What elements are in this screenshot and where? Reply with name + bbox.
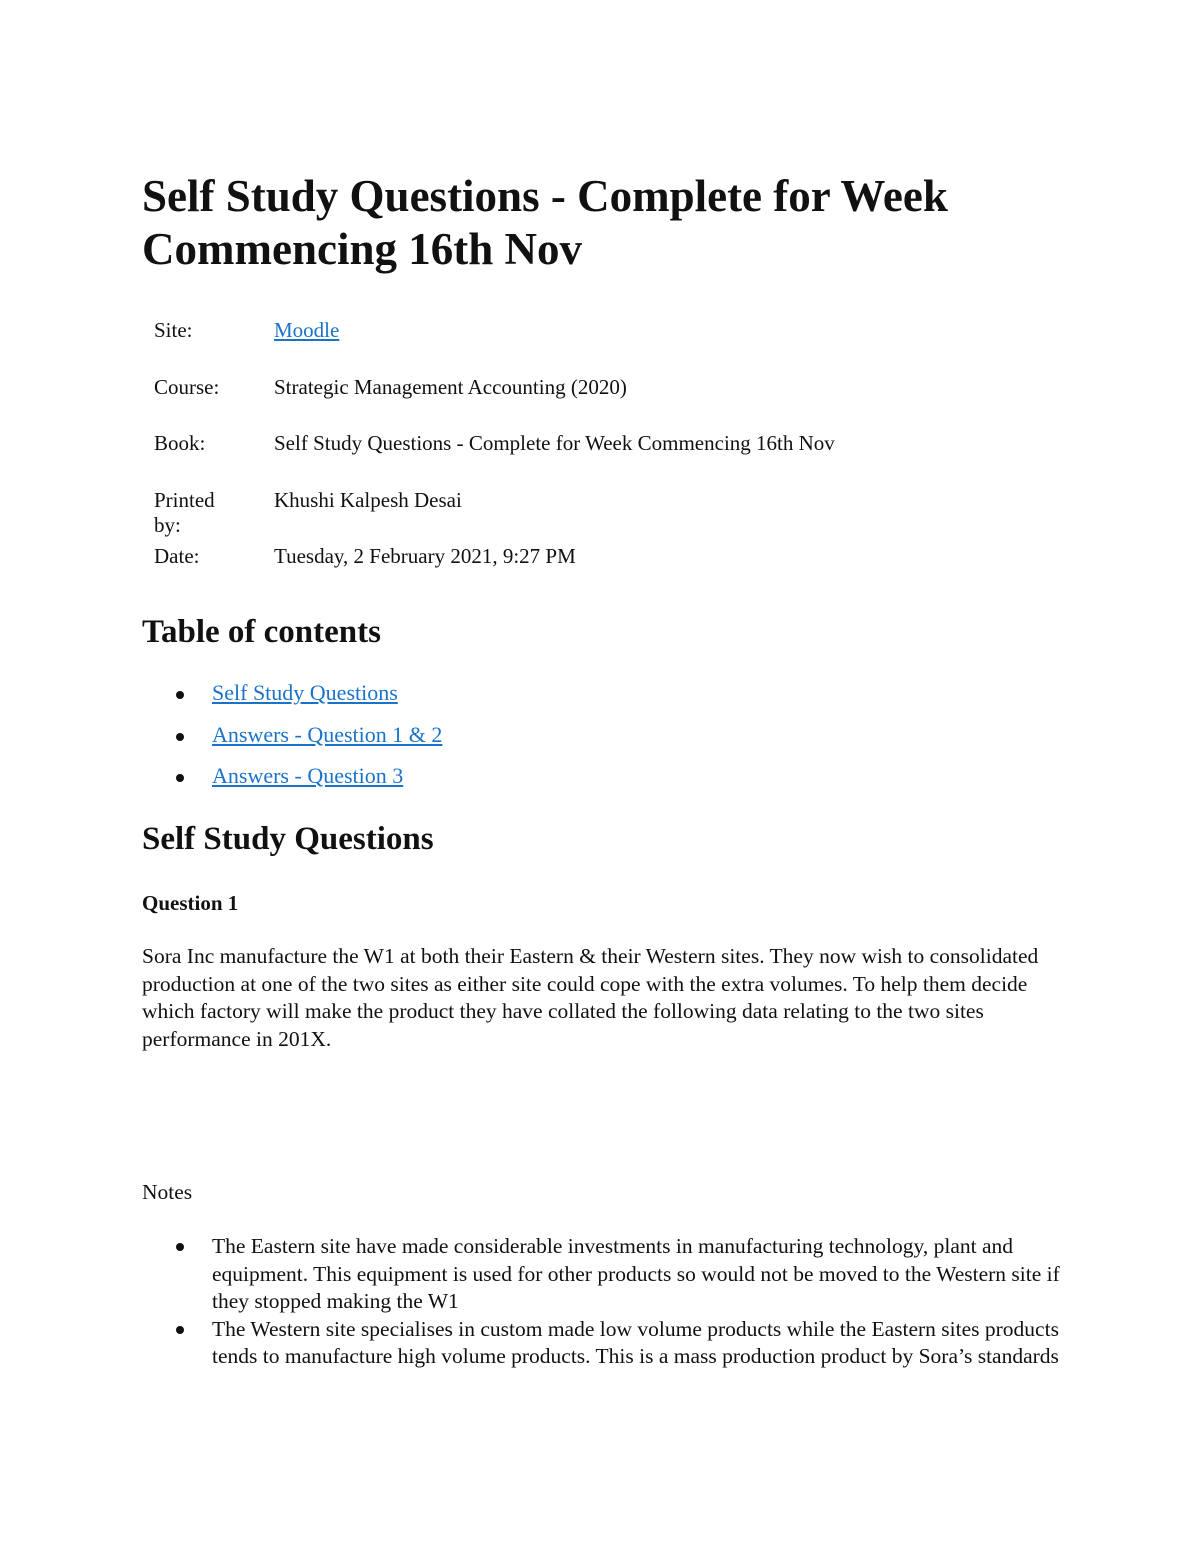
page-title: Self Study Questions - Complete for Week Commencing 16th Nov xyxy=(142,171,948,274)
toc-link-answers-question-3[interactable]: Answers - Question 3 xyxy=(212,763,404,788)
bullet-icon xyxy=(176,1326,184,1334)
meta-label: Date: xyxy=(154,544,200,568)
question-heading: Question 1 xyxy=(142,891,239,915)
note-item xyxy=(142,1316,1072,1371)
meta-value: Khushi Kalpesh Desai xyxy=(274,487,462,512)
bullet-icon xyxy=(176,691,184,699)
bullet-icon xyxy=(176,733,184,741)
note-item xyxy=(142,1233,1072,1316)
toc-link-answers-question-1-2[interactable]: Answers - Question 1 & 2 xyxy=(212,721,443,747)
toc-item xyxy=(142,763,442,805)
meta-label: Course: xyxy=(154,374,220,399)
toc-item xyxy=(142,722,442,764)
section-heading: Self Study Questions xyxy=(142,821,434,857)
question-text: Sora Inc manufacture the W1 at both their Eastern & their Western sites. They now wish to consolidated production at one of the two sites as either site could cope with the extra volumes. To help them decide which factory will make the product they have collated the following data relating to the two sites performance in 201X. xyxy=(142,944,1039,1051)
site-link[interactable]: Moodle xyxy=(274,318,340,342)
table-of-contents xyxy=(142,680,442,805)
bullet-icon xyxy=(176,774,184,782)
meta-label: Printed by: xyxy=(154,487,215,537)
meta-value: Self Study Questions - Complete for Week Commencing 16th Nov xyxy=(274,431,835,455)
toc-link-self-study-questions[interactable]: Self Study Questions xyxy=(212,680,398,705)
meta-label: Book: xyxy=(154,431,206,455)
meta-label: Site: xyxy=(154,318,193,342)
note-text: The Western site specialises in custom made low volume products while the Eastern sites products tends to manufacture high volume products. This is a mass production product by Sora’s standards xyxy=(212,1316,1059,1368)
notes-label: Notes xyxy=(142,1180,193,1204)
meta-value: Tuesday, 2 February 2021, 9:27 PM xyxy=(274,544,576,568)
toc-item xyxy=(142,680,442,722)
notes-list xyxy=(142,1233,1072,1371)
note-text: The Eastern site have made considerable investments in manufacturing technology, plant and equipment. This equipment is used for other products so would not be moved to the Western site if they stopped making the W1 xyxy=(212,1234,1060,1313)
toc-heading: Table of contents xyxy=(142,614,381,650)
meta-value: Strategic Management Accounting (2020) xyxy=(274,374,627,399)
bullet-icon xyxy=(176,1243,184,1251)
